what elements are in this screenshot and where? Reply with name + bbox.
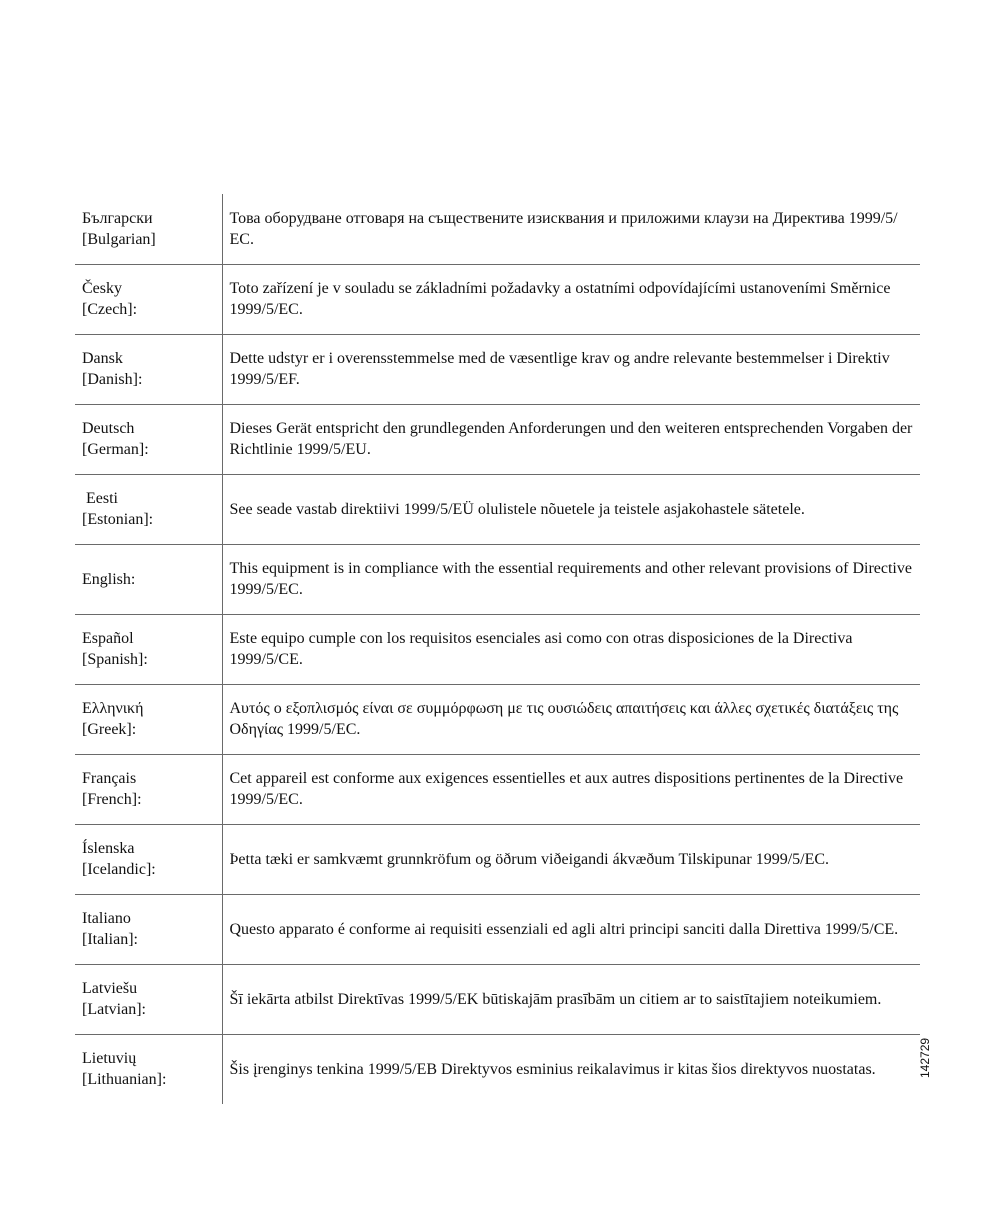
language-name: Eesti (86, 490, 118, 507)
declaration-text: See seade vastab direktiivi 1999/5/EÜ olulistele nõuetele ja teistele asjakohastele sätetele. (222, 474, 920, 544)
declaration-text: Dieses Gerät entspricht den grundlegenden Anforderungen und den weiteren entsprechenden Vorgaben der Richtlinie 1999/5/EU. (222, 404, 920, 474)
language-english-name: [Latvian]: (82, 1001, 146, 1018)
declaration-text: Това оборудване отговаря на съществените изисквания и приложими клаузи на Директива 1999/5/ЕС. (222, 194, 920, 264)
declaration-text: Šis įrenginys tenkina 1999/5/EB Direktyvos esminius reikalavimus ir kitas šios direktyvos nuostatas. (222, 1034, 920, 1104)
language-name: Italiano (82, 910, 131, 927)
language-cell (75, 334, 222, 404)
declaration-text: This equipment is in compliance with the essential requirements and other relevant provisions of Directive 1999/5/EC. (222, 544, 920, 614)
language-cell (75, 474, 222, 544)
declaration-text: Este equipo cumple con los requisitos esenciales asi como con otras disposiciones de la Directiva 1999/5/CE. (222, 614, 920, 684)
language-cell (75, 894, 222, 964)
language-name: Dansk (82, 350, 123, 367)
language-english-name: [French]: (82, 791, 142, 808)
table-row (75, 964, 920, 1034)
declaration-text: Þetta tæki er samkvæmt grunnkröfum og öðrum viðeigandi ákvæðum Tilskipunar 1999/5/EC. (222, 824, 920, 894)
language-english-name: [Bulgarian] (82, 230, 156, 248)
table-row (75, 824, 920, 894)
language-english-name: [Icelandic]: (82, 861, 156, 878)
language-name: Español (82, 630, 134, 647)
language-english-name: [Danish]: (82, 371, 143, 388)
table-row (75, 614, 920, 684)
language-english-name: [Spanish]: (82, 651, 148, 668)
table-row (75, 1034, 920, 1104)
table-row (75, 474, 920, 544)
language-cell (75, 824, 222, 894)
declaration-text: Cet appareil est conforme aux exigences essentielles et aux autres dispositions pertinentes de la Directive 1999/5/EC. (222, 754, 920, 824)
language-cell (75, 754, 222, 824)
language-name: Íslenska (82, 840, 135, 857)
language-name: Français (82, 770, 137, 787)
table-row (75, 684, 920, 754)
table-row (75, 404, 920, 474)
table-row (75, 264, 920, 334)
language-cell (75, 194, 222, 264)
language-name: Deutsch (82, 420, 135, 437)
language-name: Български (82, 209, 153, 227)
table-row (75, 544, 920, 614)
figure-id: 142729 (918, 1037, 932, 1078)
language-cell (75, 404, 222, 474)
declaration-text: Αυτός ο εξοπλισμός είναι σε συμμόρφωση με τις ουσιώδεις απαιτήσεις και άλλες σχετικές διατάξεις της Οδηγίας 1999/5/EC. (222, 684, 920, 754)
table-row (75, 894, 920, 964)
language-cell (75, 684, 222, 754)
table-row (75, 334, 920, 404)
table-row (75, 194, 920, 264)
declaration-table (75, 194, 920, 1104)
language-cell (75, 1034, 222, 1104)
language-english-name: [Italian]: (82, 931, 138, 948)
language-english-name: [Czech]: (82, 301, 138, 318)
declaration-text: Questo apparato é conforme ai requisiti essenziali ed agli altri principi sanciti dalla Direttiva 1999/5/CE. (222, 894, 920, 964)
language-name: Česky (82, 280, 122, 297)
language-name: Latviešu (82, 980, 138, 997)
language-name: Ελληνική (82, 700, 144, 717)
language-cell (75, 544, 222, 614)
table-row (75, 754, 920, 824)
language-cell (75, 614, 222, 684)
language-english-name: [Greek]: (82, 721, 137, 738)
declaration-text: Dette udstyr er i overensstemmelse med de væsentlige krav og andre relevante bestemmelser i Direktiv 1999/5/EF. (222, 334, 920, 404)
language-english-name: [Lithuanian]: (82, 1071, 167, 1089)
declaration-text: Toto zařízení je v souladu se základními požadavky a ostatními odpovídajícími ustanoveními Směrnice 1999/5/EC. (222, 264, 920, 334)
language-cell (75, 264, 222, 334)
declaration-text: Šī iekārta atbilst Direktīvas 1999/5/EK būtiskajām prasībām un citiem ar to saistītajiem noteikumiem. (222, 964, 920, 1034)
language-english-name: [Estonian]: (82, 511, 154, 528)
language-name: English: (82, 570, 136, 588)
language-english-name: [German]: (82, 441, 149, 458)
language-cell (75, 964, 222, 1034)
language-name: Lietuvių (82, 1050, 137, 1068)
